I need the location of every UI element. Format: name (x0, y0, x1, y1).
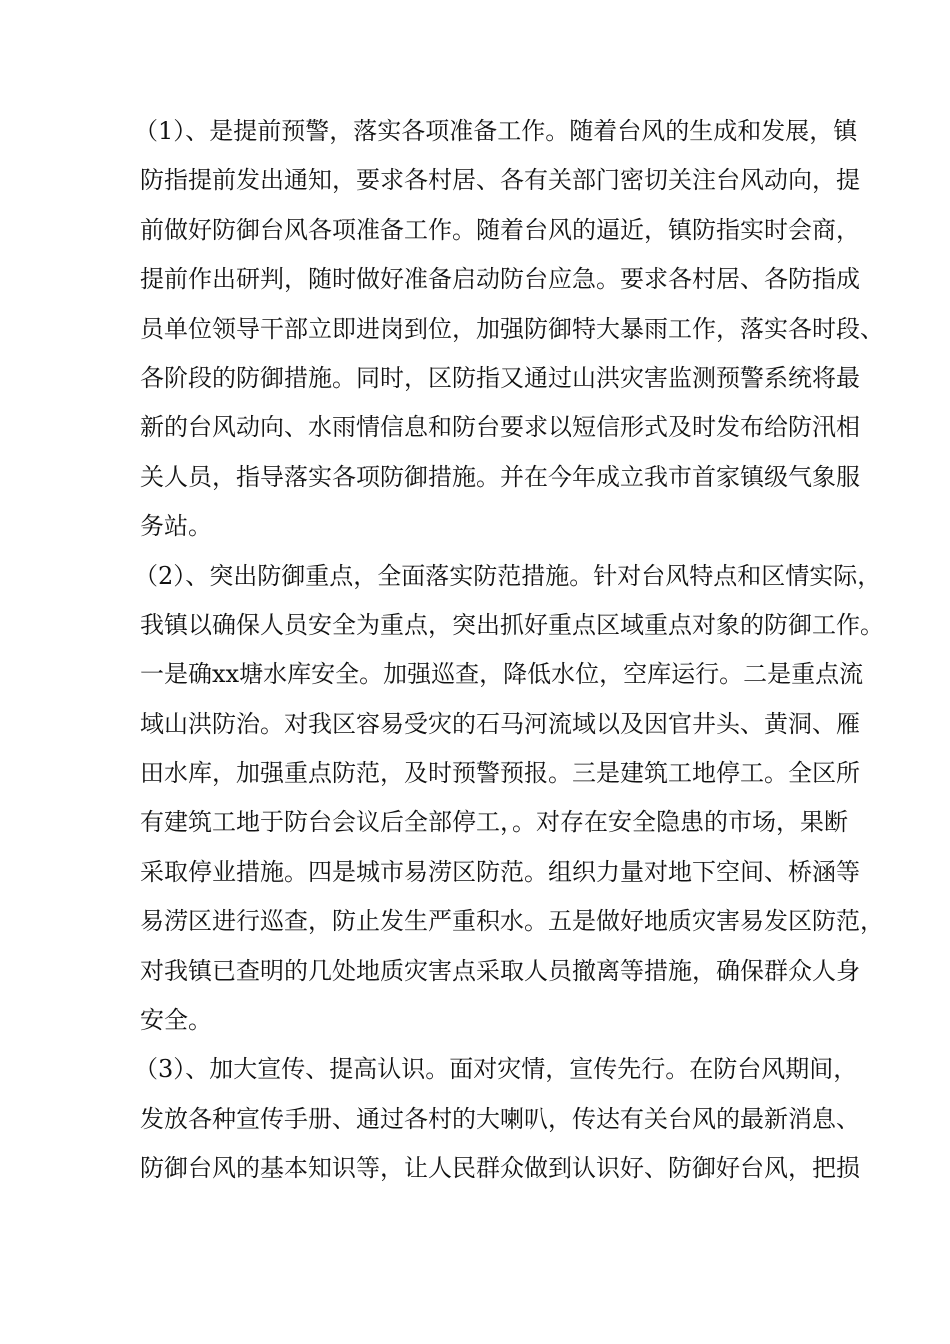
paragraph-line: （3）、加大宣传、提高认识。面对灾情，宣传先行。在防台风期间， (134, 1055, 858, 1084)
document-body (134, 107, 884, 1194)
paragraph-line: （1）、是提前预警，落实各项准备工作。随着台风的生成和发展，镇 (134, 117, 858, 145)
paragraph-line: 发放各种宣传手册、通过各村的大喇叭，传达有关台风的最新消息、 (140, 1104, 860, 1133)
paragraph-line: 防御台风的基本知识等，让人民群众做到认识好、防御好台风，把损 (140, 1154, 860, 1183)
paragraph-line: 新的台风动向、水雨情信息和防台要求以短信形式及时发布给防汛相 (140, 413, 860, 442)
paragraph-line: 员单位领导干部立即进岗到位，加强防御特大暴雨工作，落实各时段、 (140, 314, 884, 343)
paragraph-line: 安全。 (140, 1006, 212, 1035)
paragraph-line: 关人员，指导落实各项防御措施。并在今年成立我市首家镇级气象服 (140, 462, 860, 491)
paragraph-3 (134, 1045, 860, 1193)
paragraph-line: 我镇以确保人员安全为重点，突出抓好重点区域重点对象的防御工作。 (140, 610, 884, 639)
paragraph-line: 易涝区进行巡查，防止发生严重积水。五是做好地质灾害易发区防范， (140, 907, 884, 936)
paragraph-line: 提前作出研判，随时做好准备启动防台应急。要求各村居、各防指成 (140, 265, 860, 294)
paragraph-line: 前做好防御台风各项准备工作。随着台风的逼近，镇防指实时会商， (140, 215, 860, 244)
paragraph-line: 对我镇已查明的几处地质灾害点采取人员撤离等措施，确保群众人身 (140, 956, 860, 985)
paragraph-line: 采取停业措施。四是城市易涝区防范。组织力量对地下空间、桥涵等 (140, 857, 860, 886)
paragraph-line: 域山洪防治。对我区容易受灾的石马河流域以及因官井头、黄洞、雁 (140, 709, 860, 738)
paragraph-line: 有建筑工地于防台会议后全部停工，。对存在安全隐患的市场，果断 (140, 808, 848, 837)
paragraph-line: 防指提前发出通知，要求各村居、各有关部门密切关注台风动向，提 (140, 166, 860, 195)
paragraph-line: 务站。 (140, 512, 212, 541)
paragraph-2 (134, 552, 884, 1046)
paragraph-line: （2）、突出防御重点，全面落实防范措施。针对台风特点和区情实际， (134, 561, 882, 590)
paragraph-line: 一是确xx塘水库安全。加强巡查，降低水位，空库运行。二是重点流 (140, 660, 864, 689)
paragraph-1 (134, 107, 884, 552)
paragraph-line: 各阶段的防御措施。同时，区防指又通过山洪灾害监测预警系统将最 (140, 363, 860, 392)
paragraph-line: 田水库，加强重点防范，及时预警预报。三是建筑工地停工。全区所 (140, 759, 860, 788)
